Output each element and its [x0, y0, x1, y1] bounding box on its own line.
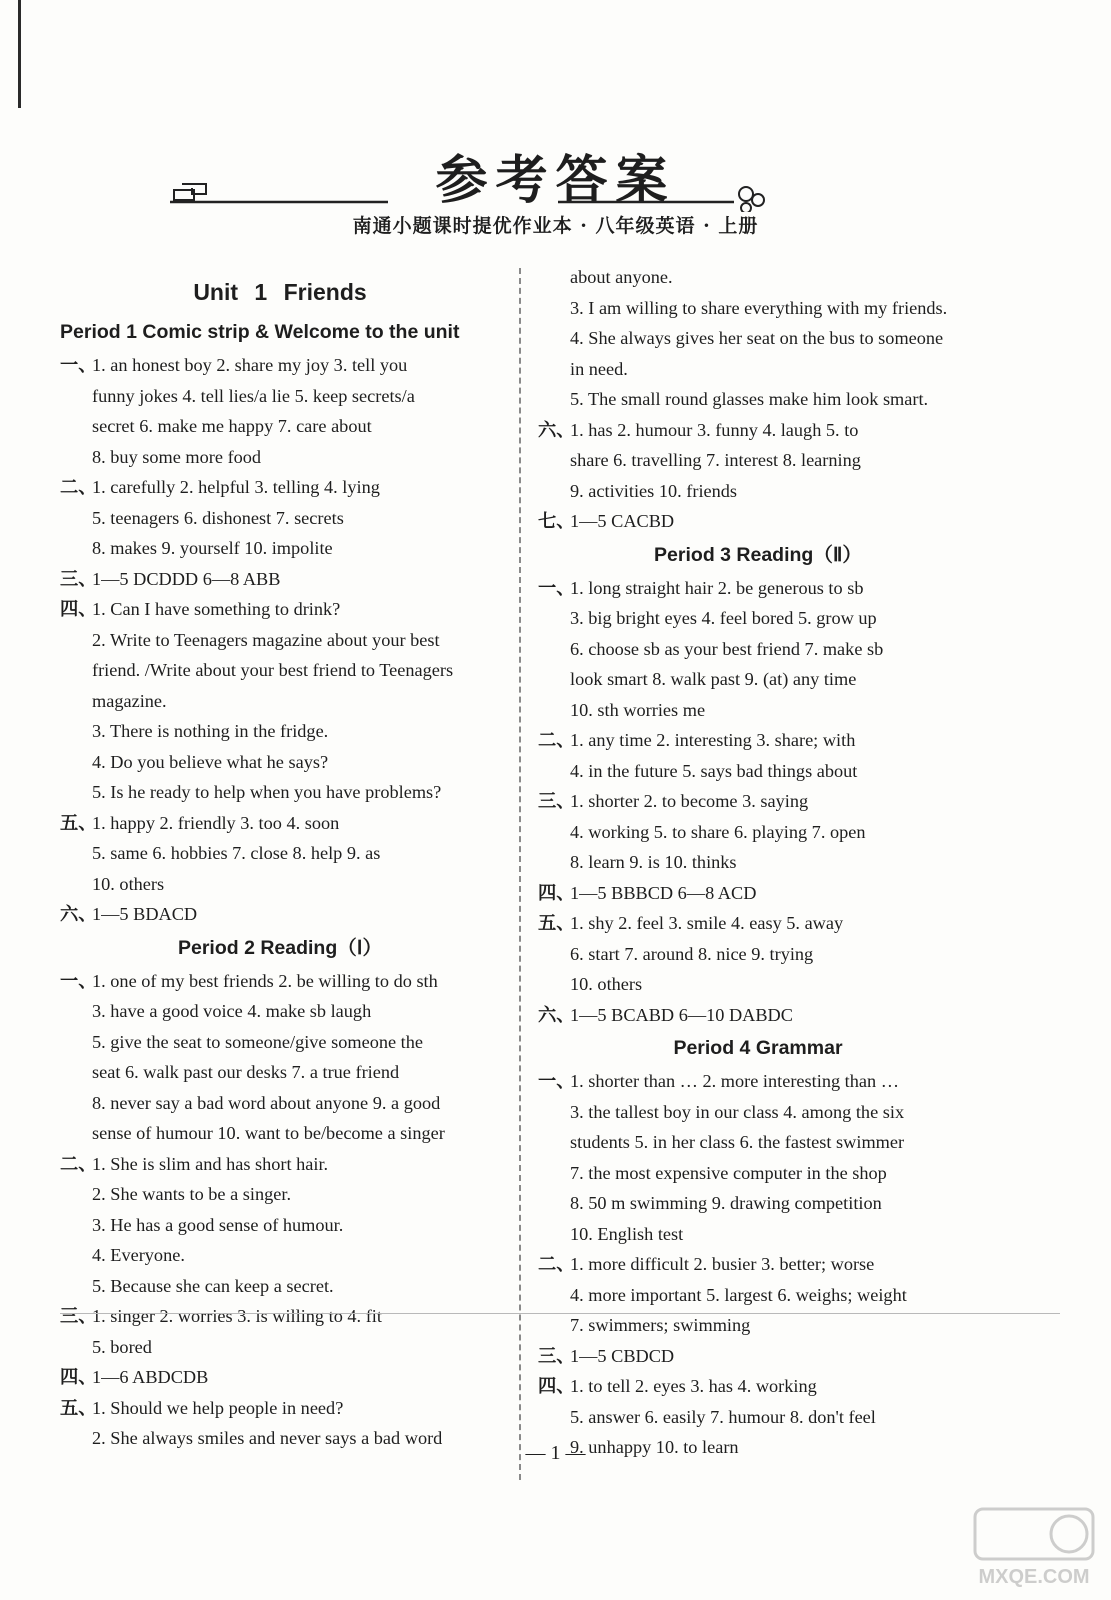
period-heading: Period 2 Reading（Ⅰ） [177, 936, 383, 959]
section-number: 五、 [60, 1397, 97, 1419]
section-number: 三、 [538, 1345, 575, 1367]
answer-text: 1—5 BBBCD 6—8 ACD [570, 882, 757, 903]
answer-line: 3. I am willing to share everything with my friends. [570, 297, 948, 318]
answer-line [538, 878, 978, 909]
answer-text: 1. to tell 2. eyes 3. has 4. working [570, 1376, 817, 1396]
answer-line [538, 415, 978, 446]
answer-line [538, 1066, 978, 1097]
answer-line [60, 1393, 500, 1424]
answer-line: 4. working 5. to share 6. playing 7. open [570, 821, 866, 842]
answer-line: 5. give the seat to someone/give someone the [92, 1031, 424, 1052]
section-number: 六、 [538, 1004, 575, 1026]
answer-line: 8. never say a bad word about anyone 9. a good [92, 1092, 441, 1113]
answer-line: 7. the most expensive computer in the shop [570, 1162, 887, 1183]
answer-line [60, 1149, 500, 1180]
section-number: 三、 [538, 791, 575, 812]
answer-line: 4. She always gives her seat on the bus to someone [570, 328, 944, 348]
answer-text: 1. any time 2. interesting 3. share; with [570, 730, 856, 750]
answer-line [60, 899, 500, 930]
section-number: 二、 [60, 477, 97, 498]
section-number: 四、 [538, 1376, 575, 1397]
answer-line [538, 1249, 978, 1280]
answer-text: 1—5 CBDCD [570, 1345, 675, 1366]
answer-line: 3. have a good voice 4. make sb laugh [92, 1001, 372, 1021]
answer-line [60, 808, 500, 839]
page-fold-line [60, 1313, 1060, 1314]
answer-line: 10. sth worries me [570, 699, 706, 720]
answer-text: 1—5 DCDDD 6—8 ABB [92, 568, 281, 589]
answer-line [60, 350, 500, 381]
answer-line: 4. Everyone. [92, 1245, 185, 1265]
answer-line: 5. Is he ready to help when you have problems? [92, 782, 442, 802]
answer-text: 1—6 ABDCDB [92, 1367, 209, 1387]
answer-line: 5. bored [92, 1336, 152, 1357]
answer-line: 3. the tallest boy in our class 4. among the six [570, 1101, 905, 1122]
answer-line: 4. in the future 5. says bad things about [570, 760, 858, 781]
answer-line: 8. makes 9. yourself 10. impolite [92, 538, 333, 558]
page-number: — 1 — [525, 1442, 586, 1464]
section-number: 六、 [538, 419, 575, 441]
answer-line: 5. The small round glasses make him look smart. [570, 389, 929, 409]
section-number: 一、 [538, 577, 575, 599]
answer-line: 7. swimmers; swimming [570, 1315, 751, 1335]
answer-line: 8. learn 9. is 10. thinks [570, 852, 737, 872]
period-heading: Period 1 Comic strip & Welcome to the unit [60, 321, 460, 343]
answer-line: secret 6. make me happy 7. care about [92, 416, 372, 436]
answer-line [60, 1301, 500, 1332]
period-heading: Period 3 Reading（Ⅱ） [654, 543, 862, 566]
section-number: 五、 [538, 913, 575, 934]
answer-text: 1. singer 2. worries 3. is willing to 4. fit [92, 1306, 382, 1326]
answer-text: 1—5 CACBD [570, 511, 675, 531]
answer-line: students 5. in her class 6. the fastest swimmer [570, 1132, 905, 1152]
answer-line [60, 966, 500, 997]
answer-line [538, 1000, 978, 1031]
answer-line: sense of humour 10. want to be/become a singer [92, 1123, 445, 1143]
answer-line [538, 573, 978, 604]
answer-line: in need. [570, 358, 628, 379]
section-number: 七、 [538, 511, 575, 532]
answer-line [538, 1371, 978, 1402]
answer-text: 1. has 2. humour 3. funny 4. laugh 5. to [570, 419, 859, 440]
answer-line [538, 908, 978, 939]
answer-text: 1. She is slim and has short hair. [92, 1153, 329, 1174]
answers-right-column [538, 262, 978, 1463]
section-number: 一、 [538, 1071, 575, 1092]
answer-line: magazine. [92, 690, 167, 711]
answer-text: 1. Can I have something to drink? [92, 599, 341, 619]
answer-line: 9. activities 10. friends [570, 480, 738, 501]
answer-line: 2. She always smiles and never says a bad word [92, 1428, 443, 1448]
answer-line [538, 786, 978, 817]
title-ornament [168, 182, 768, 212]
answer-line: funny jokes 4. tell lies/a lie 5. keep secrets/a [92, 385, 415, 406]
answer-line: look smart 8. walk past 9. (at) any time [570, 669, 857, 689]
answer-line: friend. /Write about your best friend to Teenagers [92, 660, 454, 680]
answer-text: 1. long straight hair 2. be generous to sb [570, 577, 864, 598]
section-number: 四、 [60, 599, 97, 620]
answer-line: share 6. travelling 7. interest 8. learning [570, 450, 861, 470]
binding-line [18, 0, 21, 108]
answer-line: 5. teenagers 6. dishonest 7. secrets [92, 507, 344, 528]
section-number: 三、 [60, 568, 97, 590]
answer-line: 3. big bright eyes 4. feel bored 5. grow up [570, 608, 877, 628]
answer-text: 1. Should we help people in need? [92, 1397, 344, 1418]
answer-line: 3. He has a good sense of humour. [92, 1214, 344, 1235]
answer-line: 4. more important 5. largest 6. weighs; weight [570, 1284, 907, 1305]
page-title: 参考答案 [435, 150, 676, 211]
section-number: 二、 [60, 1153, 97, 1175]
answer-line: 5. Because she can keep a secret. [92, 1275, 334, 1296]
answer-line: 8. buy some more food [92, 446, 262, 467]
answer-text: 1. more difficult 2. busier 3. better; worse [570, 1254, 875, 1274]
answer-line: 2. She wants to be a singer. [92, 1184, 292, 1204]
answer-line: 4. Do you believe what he says? [92, 751, 329, 772]
watermark-logo [969, 1505, 1099, 1590]
answer-text: 1. shy 2. feel 3. smile 4. easy 5. away [570, 913, 844, 933]
answer-line: 6. choose sb as your best friend 7. make sb [570, 638, 884, 659]
section-number: 六、 [60, 904, 97, 925]
answer-line [538, 1341, 978, 1372]
answer-text: 1. one of my best friends 2. be willing to do sth [92, 970, 438, 991]
column-divider [519, 268, 521, 1480]
answer-text: 1. happy 2. friendly 3. too 4. soon [92, 812, 340, 833]
answer-line [60, 1362, 500, 1393]
answer-text: 1. an honest boy 2. share my joy 3. tell you [92, 355, 408, 375]
answer-text: 1. carefully 2. helpful 3. telling 4. lying [92, 477, 380, 497]
answer-text: 1—5 BDACD [92, 904, 198, 924]
unit-heading: Unit 1 Friends [193, 279, 367, 305]
answer-line: seat 6. walk past our desks 7. a true friend [92, 1062, 400, 1082]
answer-line: 5. same 6. hobbies 7. close 8. help 9. as [92, 843, 381, 863]
answer-line [60, 594, 500, 625]
section-number: 二、 [538, 1254, 575, 1275]
answers-left-column [60, 262, 500, 1454]
answer-line [60, 564, 500, 595]
answer-line: 5. answer 6. easily 7. humour 8. don't feel [570, 1406, 876, 1427]
period-heading: Period 4 Grammar [673, 1037, 843, 1059]
answer-line: 6. start 7. around 8. nice 9. trying [570, 943, 814, 964]
answer-line [60, 472, 500, 503]
section-number: 五、 [60, 812, 97, 834]
section-number: 一、 [60, 970, 97, 992]
answer-line: 2. Write to Teenagers magazine about your best [92, 629, 440, 650]
answer-text: 1. shorter than … 2. more interesting than … [570, 1071, 899, 1091]
answer-text: 1—5 BCABD 6—10 DABDC [570, 1004, 793, 1025]
answer-line: 3. There is nothing in the fridge. [92, 721, 329, 741]
page-subtitle: 南通小题课时提优作业本 · 八年级英语 · 上册 [352, 215, 759, 237]
answer-line: 10. others [92, 873, 165, 894]
answer-line: 8. 50 m swimming 9. drawing competition [570, 1193, 882, 1213]
answer-line: 10. English test [570, 1223, 684, 1244]
section-number: 四、 [60, 1367, 97, 1388]
answer-line [538, 506, 978, 537]
answer-line: about anyone. [570, 267, 673, 287]
section-number: 一、 [60, 355, 97, 376]
answer-line [538, 725, 978, 756]
answer-text: 1. shorter 2. to become 3. saying [570, 791, 809, 811]
watermark-text: MXQE.COM [978, 1566, 1090, 1588]
answer-line: 9. unhappy 10. to learn [570, 1437, 739, 1457]
section-number: 三、 [60, 1306, 97, 1327]
section-number: 四、 [538, 882, 575, 904]
answer-line: 10. others [570, 974, 643, 994]
section-number: 二、 [538, 730, 575, 751]
